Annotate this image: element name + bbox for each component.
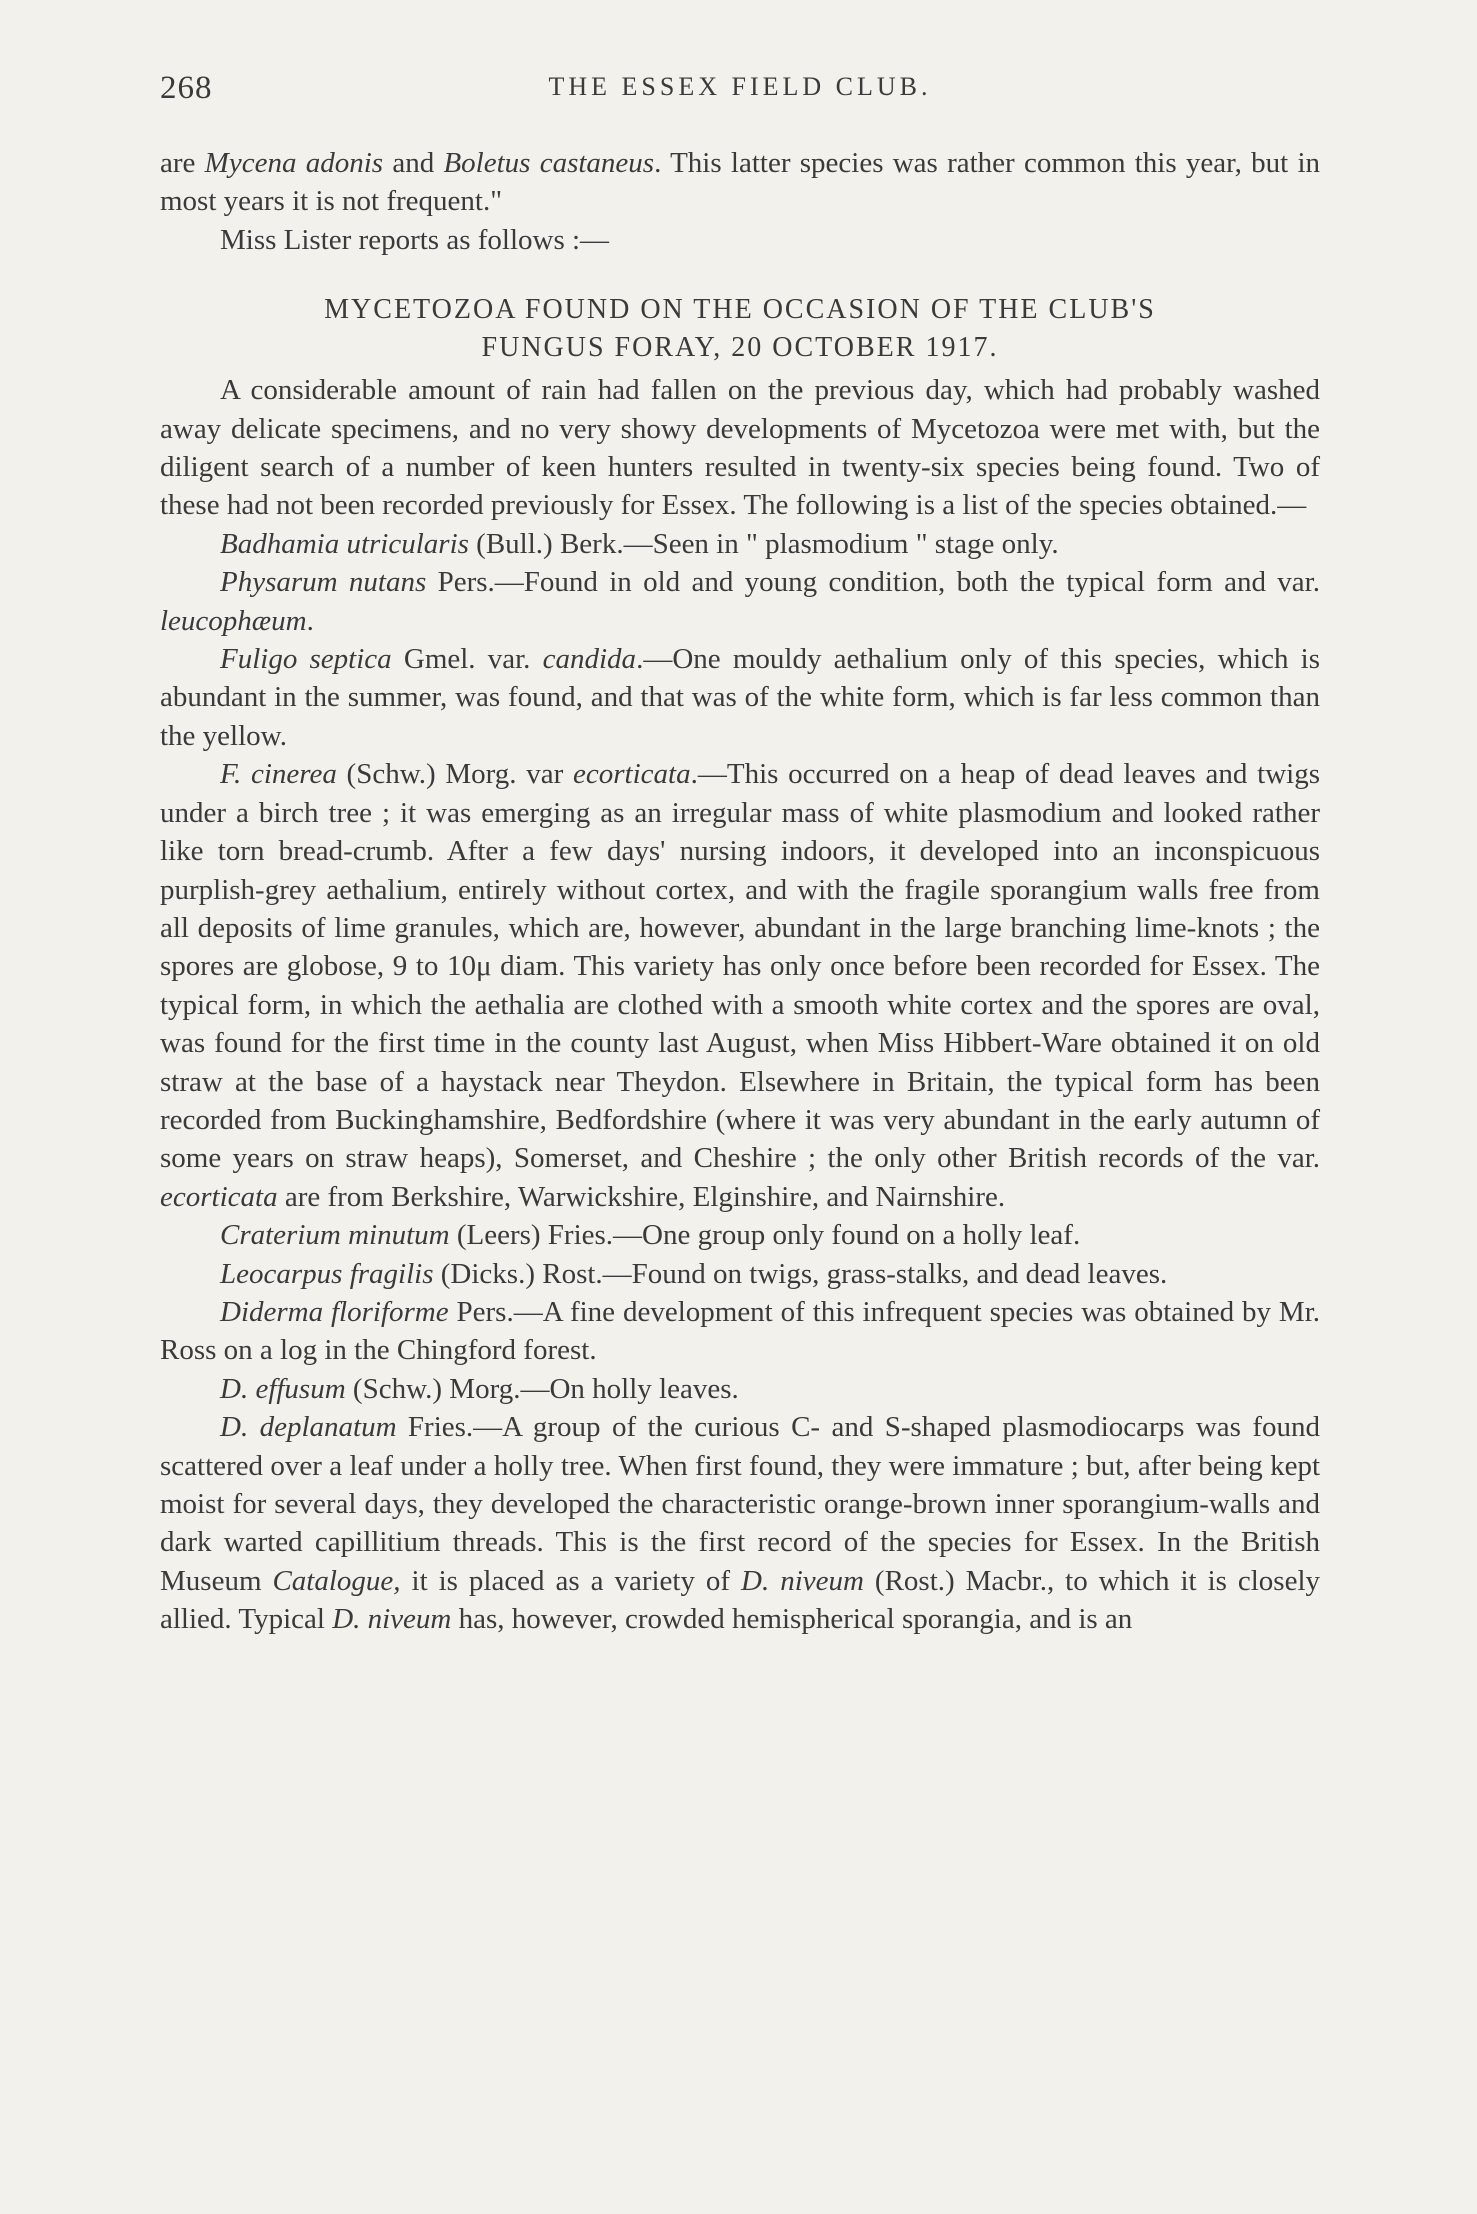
species-entry-diderma-effusum: D. effusum (Schw.) Morg.—On holly leaves. <box>220 1372 739 1405</box>
species-entry-diderma-deplanatum: D. deplanatum Fries.—A group of the curious C- and S-shaped plasmodiocarps was found scattered over a leaf under a holly tree. When first found, they were immature ; but, after being kept moist for several days, they developed the characteristic orange-brown inner sporangium-walls and dark warted capillitium threads. This is the first record of the species for Essex. In the British Museum Catalogue, it is placed as a variety of D. niveum (Rost.) Macbr., to which it is closely allied. Typical D. niveum has, however, crowded hemispherical sporangia, and is an <box>160 1411 1321 1636</box>
section-title-line-2: FUNGUS FORAY, 20 OCTOBER 1917. <box>481 332 999 364</box>
species-name: Badhamia utricularis <box>220 527 469 560</box>
species-name: Fuligo septica <box>220 643 392 676</box>
paragraph-intro-continued: are Mycena adonis and Boletus castaneus. This latter species was rather common this year, but in most years it is not frequent." <box>160 147 1321 218</box>
body-text <box>160 144 1320 1639</box>
paragraph-report-intro: Miss Lister reports as follows :— <box>220 223 610 256</box>
species-name: Mycena adonis <box>204 147 384 179</box>
page <box>160 60 1320 1639</box>
species-entry-fuligo: Fuligo septica Gmel. var. candida.—One mouldy aethalium only of this species, which is abundant in the summer, was found, and that was of the white form, which is far less common than the yellow. <box>160 643 1320 752</box>
species-entry-diderma-floriforme: Diderma floriforme Pers.—A fine development of this infrequent species was obtained by Mr. Ross on a log in the Chingford forest. <box>160 1295 1320 1367</box>
section-title <box>160 291 1320 367</box>
species-entry-physarum: Physarum nutans Pers.—Found in old and young condition, both the typical form and var. leucophæum. <box>160 566 1320 637</box>
publication-title: Catalogue, <box>272 1564 401 1597</box>
species-name: Craterium minutum <box>220 1219 450 1252</box>
species-name: Boletus castaneus <box>443 147 655 179</box>
species-entry-craterium: Craterium minutum (Leers) Fries.—One group only found on a holly leaf. <box>220 1219 1081 1252</box>
variety-name: ecorticata <box>573 758 691 791</box>
species-name: D. niveum <box>332 1603 452 1636</box>
species-name: D. effusum <box>220 1372 346 1405</box>
species-name: D. deplanatum <box>220 1411 397 1444</box>
page-header <box>160 60 1320 120</box>
species-name: F. cinerea <box>220 758 337 791</box>
running-head: THE ESSEX FIELD CLUB. <box>548 72 932 101</box>
species-entry-badhamia: Badhamia utricularis (Bull.) Berk.—Seen in " plasmodium " stage only. <box>220 527 1059 560</box>
section-title-line-1: MYCETOZOA FOUND ON THE OCCASION OF THE CLUB'S <box>324 294 1156 326</box>
variety-name: leucophæum <box>160 604 307 637</box>
species-name: Leocarpus fragilis <box>220 1257 434 1290</box>
species-entry-cinerea: F. cinerea (Schw.) Morg. var ecorticata.—This occurred on a heap of dead leaves and twigs under a birch tree ; it was emerging as an irregular mass of white plasmodium and looked rather like torn bread-crumb. After a few days' nursing indoors, it developed into an inconspicuous purplish-grey aethalium, entirely without cortex, and with the fragile sporangium walls free from all deposits of lime granules, which are, however, abundant in the large branching lime-knots ; the spores are globose, 9 to 10μ diam. This variety has only once before been recorded for Essex. The typical form, in which the aethalia are clothed with a smooth white cortex and the spores are oval, was found for the first time in the county last August, when Miss Hibbert-Ware obtained it on old straw at the base of a haystack near Theydon. Elsewhere in Britain, the typical form has been recorded from Buckinghamshire, Bedfordshire (where it was very abundant in the early autumn of some years on straw heaps), Somerset, and Cheshire ; the only other British records of the var. ecorticata are from Berkshire, Warwickshire, Elginshire, and Nairnshire. <box>160 758 1320 1213</box>
species-entry-leocarpus: Leocarpus fragilis (Dicks.) Rost.—Found on twigs, grass-stalks, and dead leaves. <box>220 1257 1168 1290</box>
paragraph-foray-summary: A considerable amount of rain had fallen on the previous day, which had probably washed away delicate specimens, and no very showy developments of Mycetozoa were met with, but the diligent search of a number of keen hunters resulted in twenty-six species being found. Two of these had not been recorded previously for Essex. The following is a list of the species obtained.— <box>160 374 1320 522</box>
species-name: Physarum nutans <box>220 566 427 599</box>
variety-name: candida <box>542 643 637 676</box>
species-name: D. niveum <box>741 1564 864 1597</box>
page-number: 268 <box>160 70 213 106</box>
variety-name: ecorticata <box>160 1180 278 1213</box>
species-name: Diderma floriforme <box>220 1295 449 1328</box>
